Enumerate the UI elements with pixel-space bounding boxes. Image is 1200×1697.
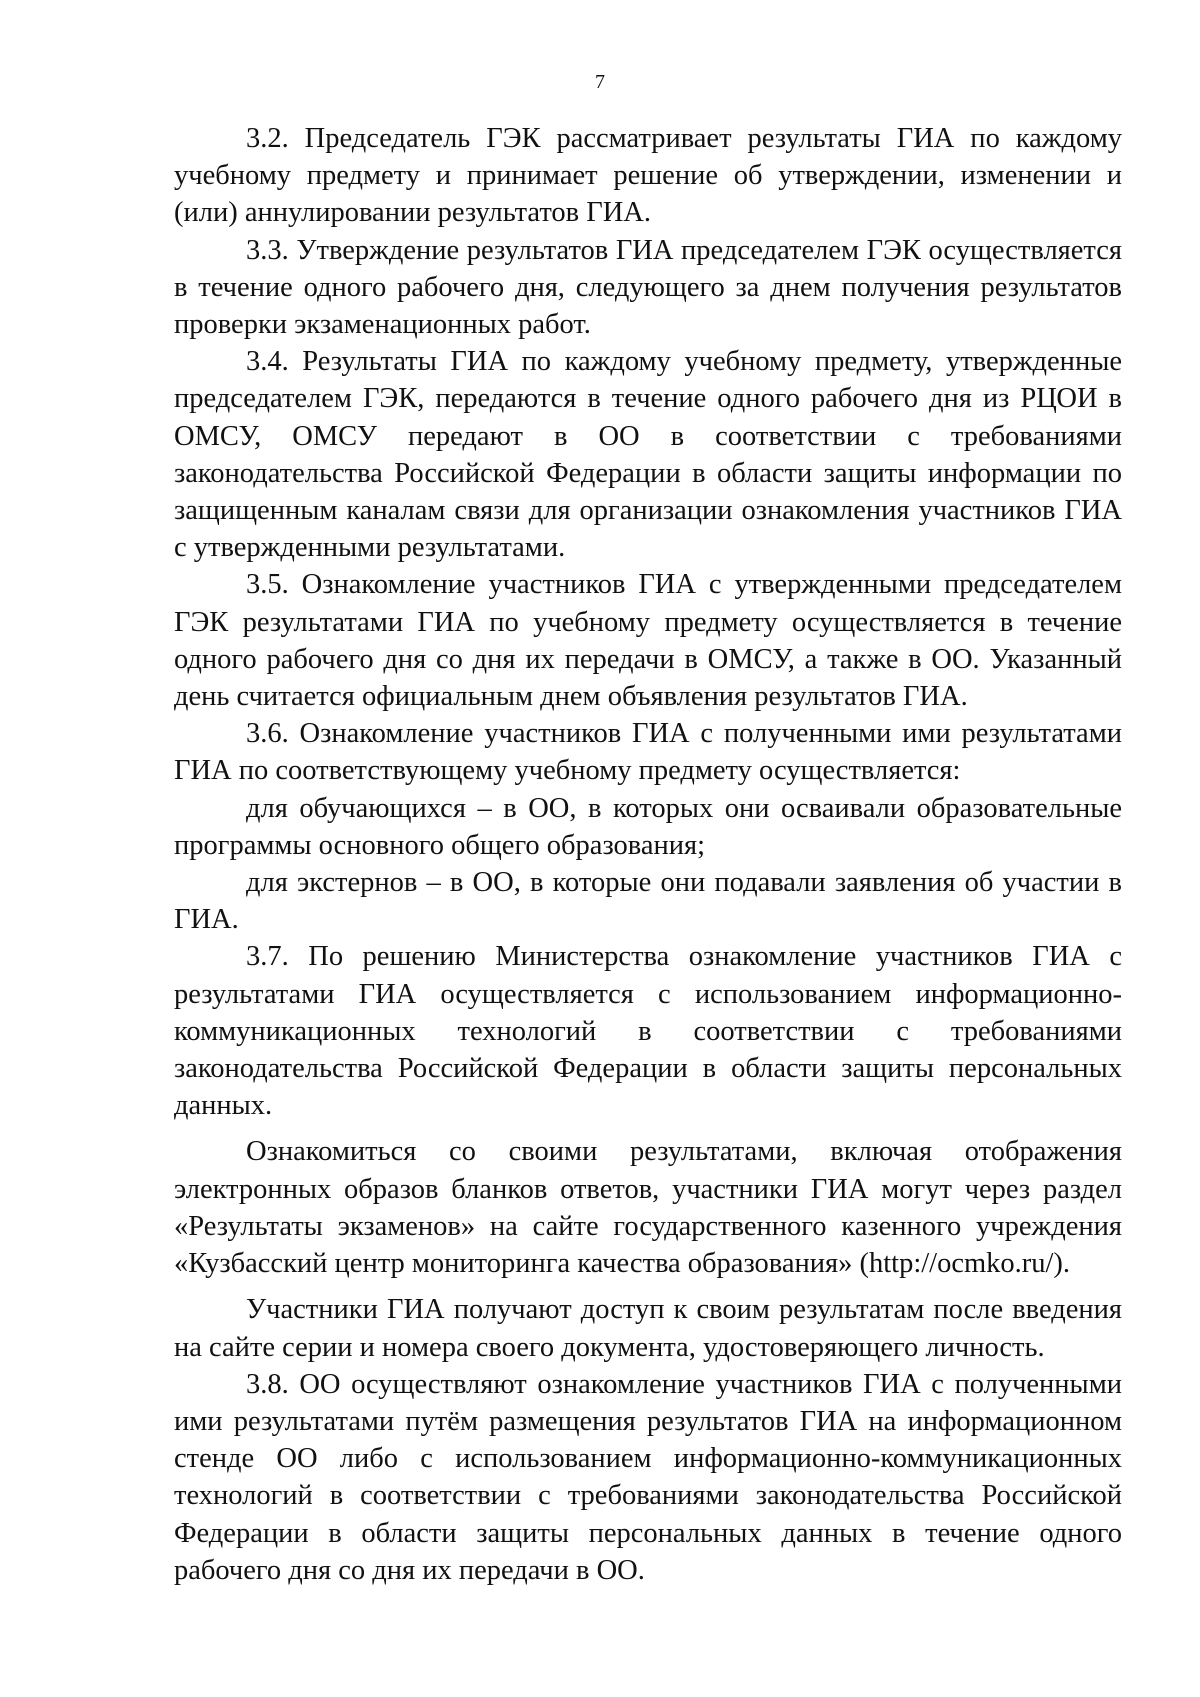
paragraph-3-8: 3.8. ОО осуществляют ознакомление участников ГИА с полученными ими результатами путём размещения результатов ГИА на информационном стенде ОО либо с использованием информационно-коммуникационных технологий в соответствии с требованиями законодательства Российской Федерации в области защиты персональных данных в течение одного рабочего дня со дня их передачи в ОО. [174, 1368, 1122, 1586]
paragraph-3-6: 3.6. Ознакомление участников ГИА с полученными ими результатами ГИА по соответствующему учебному предмету осуществляется: [174, 718, 1122, 787]
paragraph-results-site: Ознакомиться со своими результатами, включая отображения электронных образов бланков ответов, участники ГИА могут через раздел «Результаты экзаменов» на сайте государственного казенного учреждения «Кузбасский центр мониторинга качества образования» (http://ocmko.ru/). [174, 1136, 1122, 1280]
paragraph-access: Участники ГИА получают доступ к своим результатам после введения на сайте серии и номера своего документа, удостоверяющего личность. [174, 1294, 1122, 1363]
document-body [174, 120, 1122, 1589]
paragraph-3-3: 3.3. Утверждение результатов ГИА председателем ГЭК осуществляется в течение одного рабочего дня, следующего за днем получения результатов проверки экзаменационных работ. [174, 234, 1122, 341]
paragraph-students: для обучающихся – в ОО, в которых они осваивали образовательные программы основного общего образования; [174, 792, 1122, 861]
paragraph-3-2: 3.2. Председатель ГЭК рассматривает результаты ГИА по каждому учебному предмету и принимает решение об утверждении, изменении и (или) аннулировании результатов ГИА. [174, 123, 1122, 229]
paragraph-3-5: 3.5. Ознакомление участников ГИА с утвержденными председателем ГЭК результатами ГИА по учебному предмету осуществляется в течение одного рабочего дня со дня их передачи в ОМСУ, а также в ОО. Указанный день считается официальным днем объявления результатов ГИА. [174, 569, 1122, 713]
paragraph-3-7: 3.7. По решению Министерства ознакомление участников ГИА с результатами ГИА осуществляется с использованием информационно-коммуникационных технологий в соответствии с требованиями законодательства Российской Федерации в области защиты персональных данных. [174, 941, 1122, 1122]
page-number: 7 [595, 71, 605, 93]
paragraph-externals: для экстернов – в ОО, в которые они подавали заявления об участии в ГИА. [174, 867, 1122, 936]
paragraph-3-4: 3.4. Результаты ГИА по каждому учебному предмету, утвержденные председателем ГЭК, передаются в течение одного рабочего дня из РЦОИ в ОМСУ, ОМСУ передают в ОО в соответствии с требованиями законодательства Российской Федерации в области защиты информации по защищенным каналам связи для организации ознакомления участников ГИА с утвержденными результатами. [174, 346, 1122, 564]
